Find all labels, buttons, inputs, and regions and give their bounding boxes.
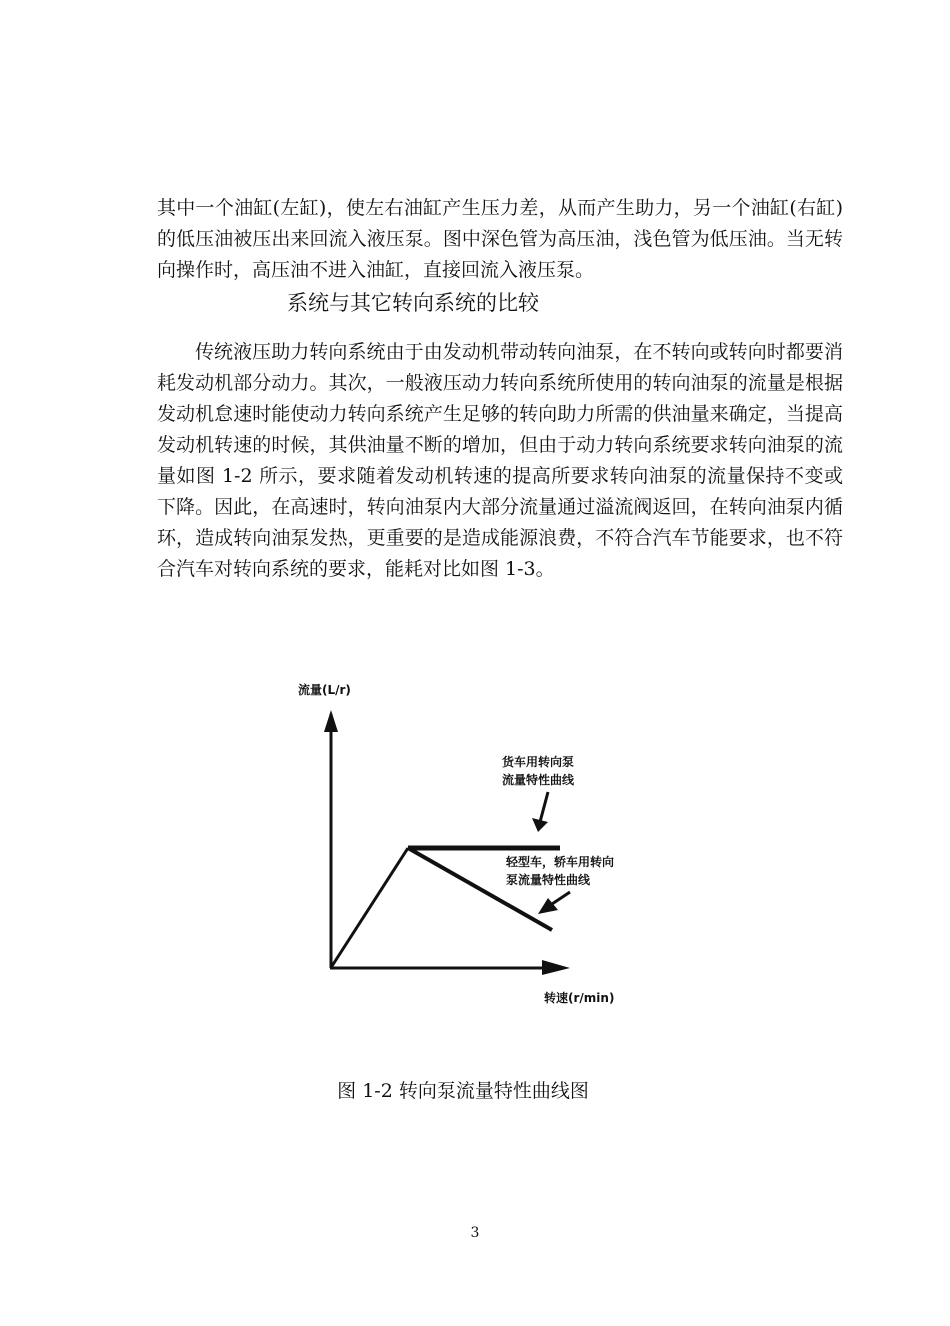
- x-axis-label: 转速(r/min): [544, 991, 615, 1005]
- page-number: 3: [470, 1225, 480, 1241]
- section-heading: 系统与其它转向系统的比较: [287, 291, 539, 315]
- x-axis-arrow: [542, 960, 570, 975]
- body-paragraph-2: 传统液压助力转向系统由于由发动机带动转向油泵，在不转向或转向时都要消耗发动机部分动力。其次，一般液压动力转向系统所使用的转向油泵的流量是根据发动机怠速时能使动力转向系统产生足够的转向助力所需的供油量来确定，当提高发动机转速的时候，其供油量不断的增加，但由于动力转向系统要求转向油泵的流量如图 1-2 所示，要求随着发动机转速的提高所要求转向油泵的流量保持不变或下降。因此，在高速时，转向油泵内大部分流量通过溢流阀返回，在转向油泵内循环，造成转向油泵发热，更重要的是造成能源浪费，不符合汽车节能要求，也不符合汽车对转向系统的要求，能耗对比如图 1-3。: [157, 341, 843, 580]
- rising-flow-segment: [332, 848, 408, 966]
- car-annotation-line-2: 泵流量特性曲线: [506, 873, 591, 887]
- y-axis-arrow: [324, 710, 338, 732]
- truck-annotation-pointer: [540, 792, 548, 822]
- body-paragraph-1: 其中一个油缸(左缸)，使左右油缸产生压力差，从而产生助力，另一个油缸(右缸)的低压油被压出来回流入液压泵。图中深色管为高压油，浅色管为低压油。当无转向操作时，高压油不进入油缸，直接回流入液压泵。: [157, 197, 843, 281]
- truck-annotation-line-1: 货车用转向泵: [502, 755, 575, 769]
- truck-annotation-arrowhead: [532, 818, 548, 832]
- y-axis-label: 流量(L/r): [298, 683, 351, 697]
- car-annotation-pointer: [552, 892, 570, 904]
- figure-caption: [0, 1076, 950, 1103]
- figure-caption-text: 图 1-2 转向泵流量特性曲线图: [337, 1080, 589, 1102]
- flow-characteristic-figure: [290, 672, 630, 1022]
- truck-annotation-line-2: 流量特性曲线: [502, 773, 575, 787]
- car-annotation-line-1: 轻型车，轿车用转向: [506, 855, 615, 869]
